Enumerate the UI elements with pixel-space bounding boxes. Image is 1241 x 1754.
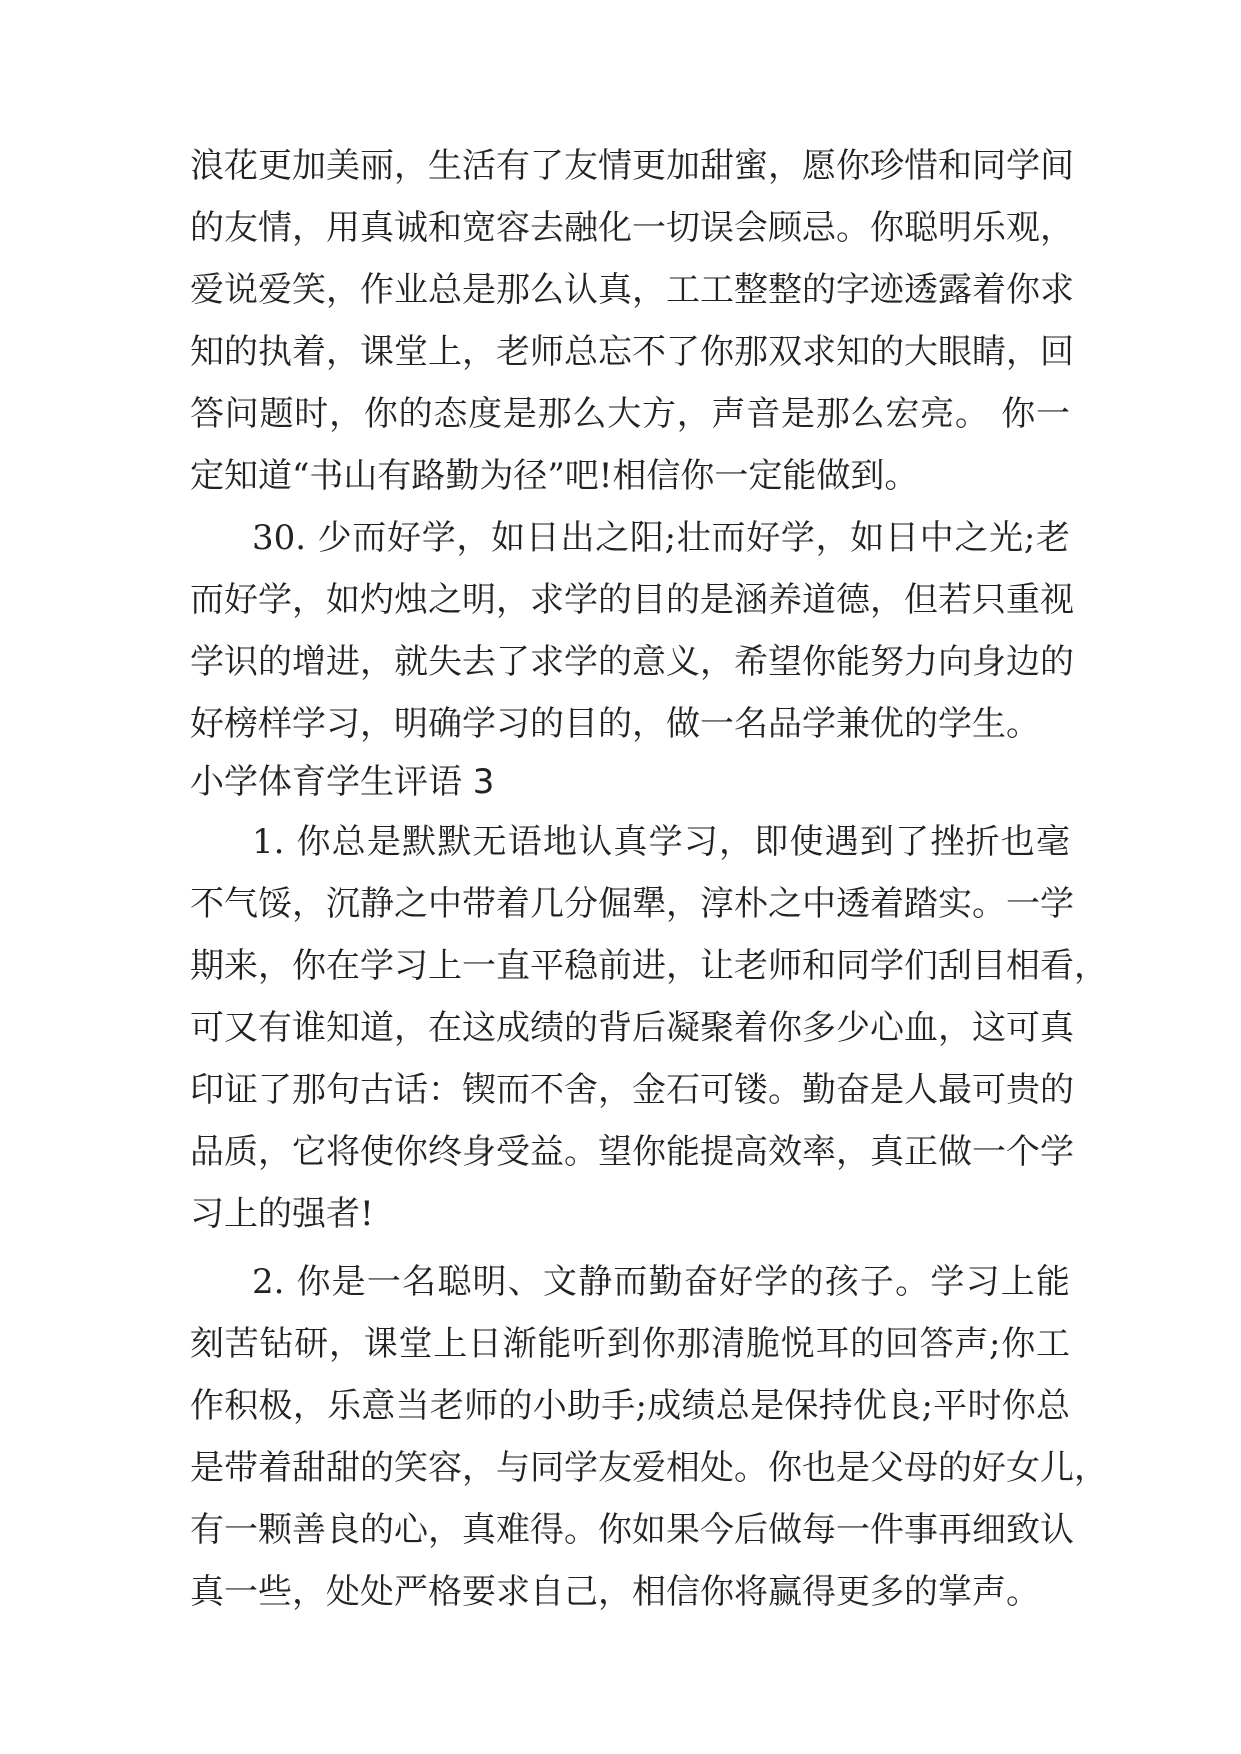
paragraph-line: 2. 你是一名聪明、文静而勤奋好学的孩子。学习上能: [252, 1262, 1070, 1302]
paragraph-line: 的友情，用真诚和宽容去融化一切误会顾忌。你聪明乐观，: [190, 208, 1074, 248]
section-heading: 小学体育学生评语 3: [190, 762, 495, 802]
paragraph-line: 答问题时，你的态度是那么大方，声音是那么宏亮。 你一: [190, 394, 1070, 434]
paragraph-line: 作积极，乐意当老师的小助手;成绩总是保持优良;平时你总: [190, 1386, 1070, 1426]
paragraph-line: 刻苦钻研，课堂上日渐能听到你那清脆悦耳的回答声;你工: [190, 1324, 1070, 1364]
paragraph-line: 知的执着，课堂上，老师总忘不了你那双求知的大眼睛，回: [190, 332, 1074, 372]
paragraph-line: 是带着甜甜的笑容，与同学友爱相处。你也是父母的好女儿，: [190, 1448, 1108, 1488]
paragraph-line: 印证了那句古话：锲而不舍，金石可镂。勤奋是人最可贵的: [190, 1070, 1074, 1110]
paragraph-line: 有一颗善良的心，真难得。你如果今后做每一件事再细致认: [190, 1510, 1074, 1550]
paragraph-line: 好榜样学习，明确学习的目的，做一名品学兼优的学生。: [190, 704, 1040, 744]
paragraph-line: 可又有谁知道，在这成绩的背后凝聚着你多少心血，这可真: [190, 1008, 1074, 1048]
paragraph-line: 习上的强者!: [190, 1194, 374, 1234]
paragraph-line: 真一些，处处严格要求自己，相信你将赢得更多的掌声。: [190, 1572, 1040, 1612]
paragraph-line: 1. 你总是默默无语地认真学习，即使遇到了挫折也毫: [252, 822, 1070, 862]
paragraph-line: 爱说爱笑，作业总是那么认真，工工整整的字迹透露着你求: [190, 270, 1074, 310]
paragraph-line: 浪花更加美丽，生活有了友情更加甜蜜，愿你珍惜和同学间: [190, 146, 1074, 186]
paragraph-line: 不气馁，沉静之中带着几分倔犟，淳朴之中透着踏实。一学: [190, 884, 1074, 924]
paragraph-line: 30. 少而好学，如日出之阳;壮而好学，如日中之光;老: [252, 518, 1070, 558]
paragraph-line: 学识的增进，就失去了求学的意义，希望你能努力向身边的: [190, 642, 1074, 682]
paragraph-line: 品质，它将使你终身受益。望你能提高效率，真正做一个学: [190, 1132, 1074, 1172]
paragraph-line: 而好学，如灼烛之明，求学的目的是涵养道德，但若只重视: [190, 580, 1074, 620]
paragraph-line: 定知道“书山有路勤为径”吧!相信你一定能做到。: [190, 456, 919, 496]
paragraph-line: 期来，你在学习上一直平稳前进，让老师和同学们刮目相看，: [190, 946, 1108, 986]
